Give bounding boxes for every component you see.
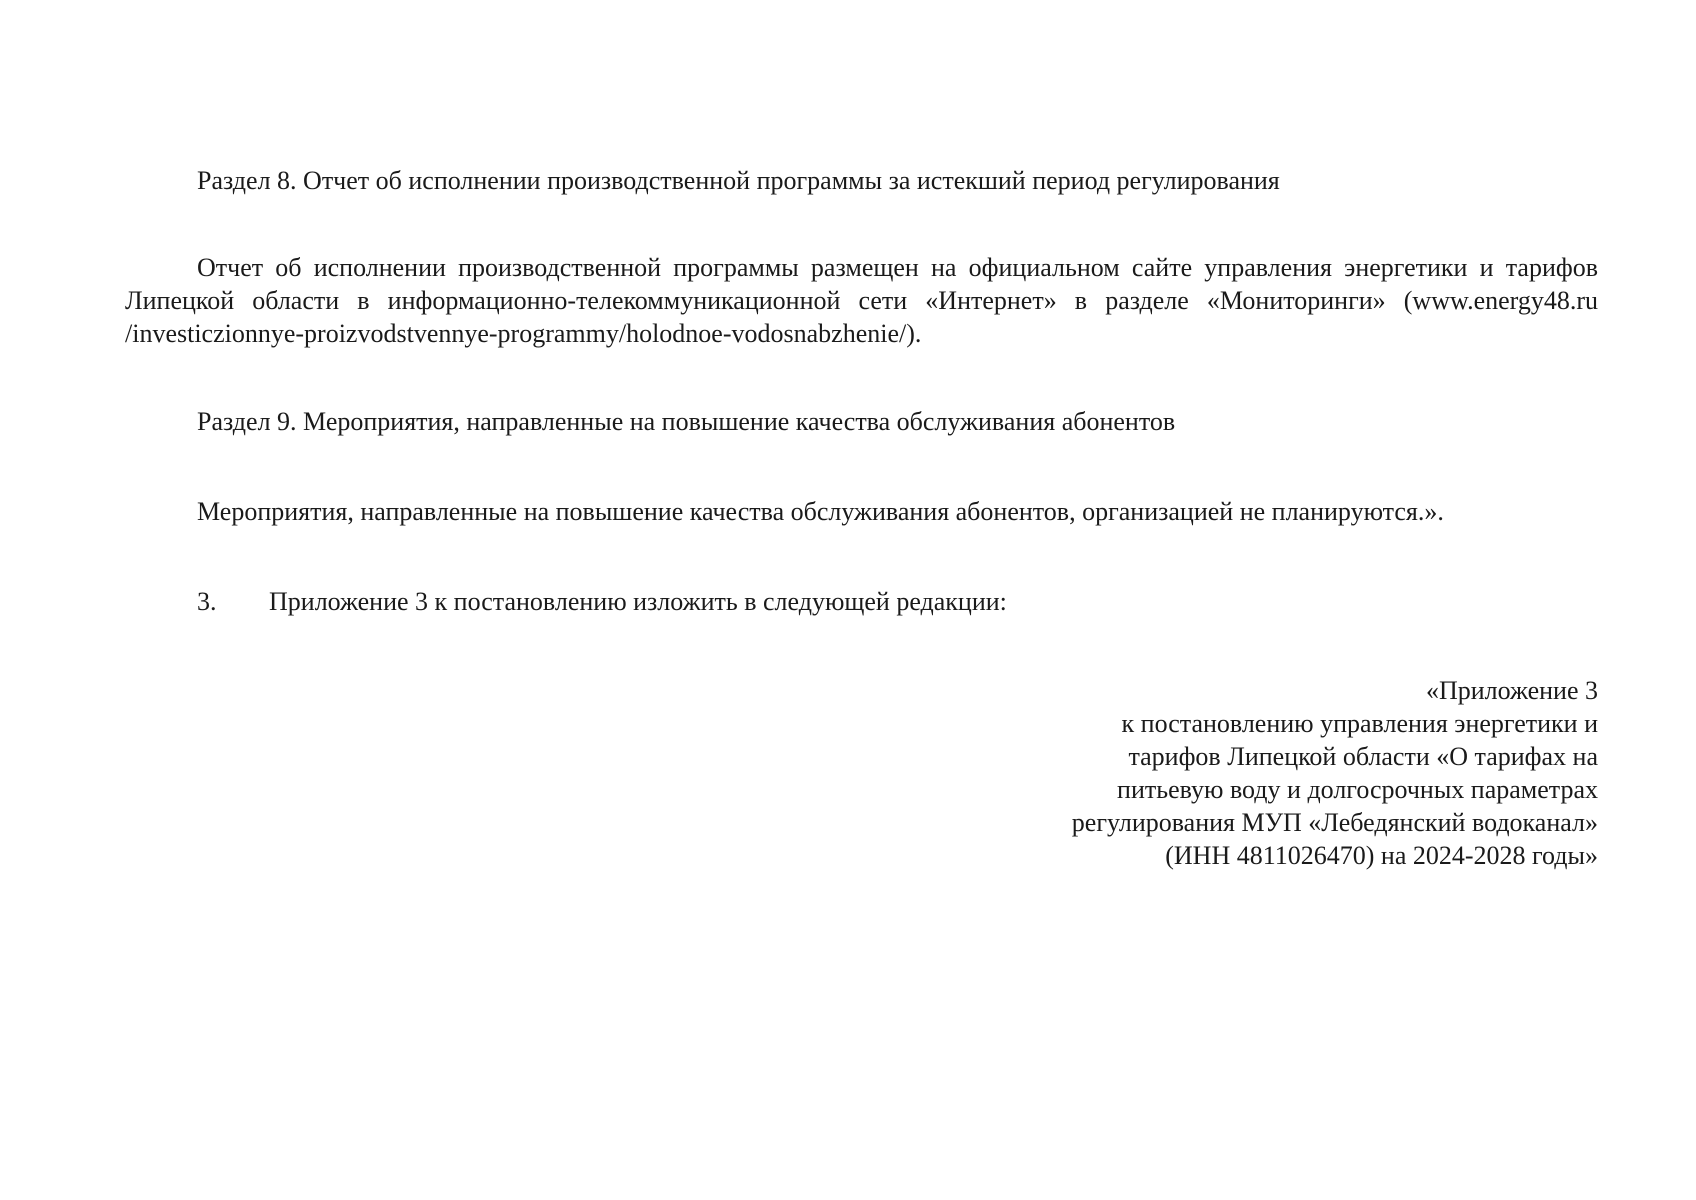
appendix-line: к постановлению управления энергетики и bbox=[1121, 709, 1598, 738]
appendix-line: «Приложение 3 bbox=[1425, 676, 1598, 705]
appendix-line: регулирования МУП «Лебедянский водоканал» bbox=[1071, 808, 1598, 837]
section-9-heading: Раздел 9. Мероприятия, направленные на повышение качества обслуживания абонентов bbox=[197, 407, 1176, 436]
appendix-line: (ИНН 4811026470) на 2024-2028 годы» bbox=[1165, 841, 1598, 870]
appendix-line: тарифов Липецкой области «О тарифах на bbox=[1128, 742, 1598, 771]
section-8-body: Отчет об исполнении производственной программы размещен на официальном сайте управления энергетики и тарифов Липецкой области в информационно-телекоммуникационной сети «Интернет» в разделе «Мониторинги» (www.energy48.ru /investiczionnye-proizvodstvennye-programmy/holodnoe-vodosnabzhenie/). bbox=[125, 253, 1598, 348]
item-3-text: Приложение 3 к постановлению изложить в следующей редакции: bbox=[269, 587, 1007, 616]
section-8-heading: Раздел 8. Отчет об исполнении производственной программы за истекший период регулирования bbox=[197, 166, 1280, 195]
item-3 bbox=[197, 585, 1007, 618]
section-9-body: Мероприятия, направленные на повышение качества обслуживания абонентов, организацией не планируются.». bbox=[197, 497, 1444, 526]
appendix-line: питьевую воду и долгосрочных параметрах bbox=[1117, 775, 1598, 804]
appendix-reference-block bbox=[898, 674, 1598, 872]
item-3-number: 3. bbox=[197, 587, 217, 616]
